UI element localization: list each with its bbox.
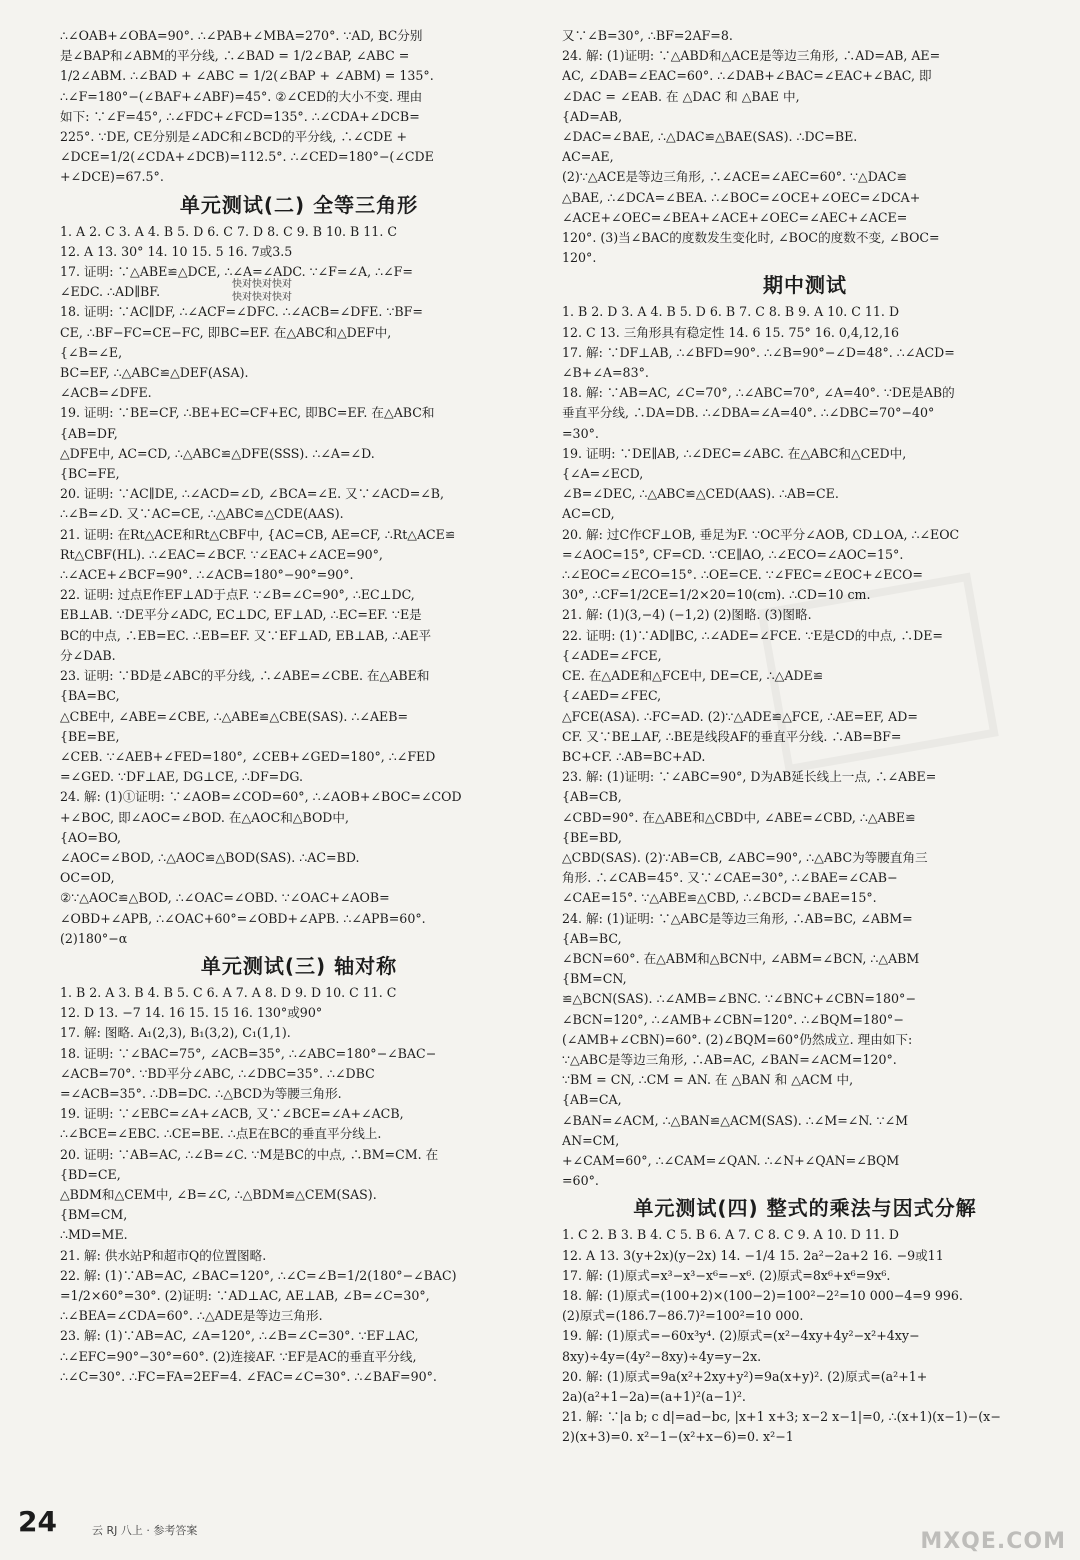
answer-line: 8xy)÷4y=(4y²−8xy)÷4y=y−2x. — [562, 1348, 762, 1364]
answer-line: AC=AE, — [562, 149, 614, 165]
answer-line: ∠ACB=70°. ∵BD平分∠ABC, ∴∠DBC=35°. ∴∠DBC — [60, 1065, 375, 1081]
answer-line: ∠ACB=∠DFE. — [60, 385, 152, 401]
answer-line: 20. 证明: ∵AC∥DE, ∴∠ACD=∠D, ∠BCA=∠E. 又∵∠ACD=∠B, — [60, 486, 445, 502]
answer-line: ∠DAC=∠BAE, ∴△DAC≌△BAE(SAS). ∴DC=BE. — [562, 129, 858, 145]
answer-line: 19. 证明: ∵BE=CF, ∴BE+EC=CF+EC, 即BC=EF. 在△ABC和 — [60, 405, 435, 421]
answer-line: AC=CD, — [562, 506, 615, 522]
answer-line: ∠CEB. ∵∠AEB+∠FED=180°, ∠CEB+∠GED=180°, ∴∠FED — [60, 748, 436, 764]
answer-line: {BE=BD, — [562, 829, 622, 845]
answer-line: CE, ∴BF−FC=CE−FC, 即BC=EF. 在△ABC和△DEF中, — [60, 324, 392, 340]
stamp-line: 快对快对快对 — [232, 292, 292, 303]
answer-line: ∴∠ACE+∠BCF=90°. ∴∠ACB=180°−90°=90°. — [60, 567, 354, 583]
answer-line: ∵△ABC是等边三角形, ∴AB=AC, ∠BAN=∠ACM=120°. — [562, 1051, 897, 1067]
answer-line: {BD=CE, — [60, 1166, 121, 1182]
answer-line: 23. 解: (1)∵AB=AC, ∠A=120°, ∴∠B=∠C=30°. ∵EF⊥AC, — [60, 1328, 419, 1344]
answer-line: =∠ACB=35°. ∴DB=DC. ∴△BCD为等腰三角形. — [60, 1085, 342, 1101]
answer-line: ∠CAE=15°. ∵△ABE≌△CBD, ∴∠BCD=∠BAE=15°. — [562, 890, 877, 906]
answer-line: ∠BCN=60°. 在△ABM和△BCN中, ∠ABM=∠BCN, ∴△ABM — [562, 950, 920, 966]
answer-line: 是∠BAP和∠ABM的平分线, ∴∠BAD = 1/2∠BAP, ∠ABC = — [60, 48, 410, 64]
answer-line: ∵BM = CN, ∴CM = AN. 在 △BAN 和 △ACM 中, — [562, 1072, 854, 1088]
answer-line: ∠ACE+∠OEC=∠BEA+∠ACE+∠OEC=∠AEC+∠ACE= — [562, 209, 908, 225]
answer-line: 18. 解: ∵AB=AC, ∠C=70°, ∴∠ABC=70°, ∠A=40°. ∵DE是AB的 — [562, 385, 955, 401]
answer-line: =∠AOC=15°, CF=CD. ∵CE∥AO, ∴∠ECO=∠AOC=15°. — [562, 546, 904, 562]
answer-line: 12. D 13. −7 14. 16 15. 15 16. 130°或90° — [60, 1005, 323, 1021]
answer-line: 18. 证明: ∵∠BAC=75°, ∠ACB=35°, ∴∠ABC=180°−∠BAC− — [60, 1045, 437, 1061]
left-column — [60, 26, 538, 1387]
answer-line: △CBE中, ∠ABE=∠CBE, ∴△ABE≌△CBE(SAS). ∴∠AEB= — [60, 708, 409, 724]
answer-line: EB⊥AB. ∵DE平分∠ADC, EC⊥DC, EF⊥AD, ∴EC=EF. ∵E是 — [60, 607, 422, 623]
answer-line: ∠BAN=∠ACM, ∴△BAN≌△ACM(SAS). ∴∠M=∠N. ∵∠M — [562, 1112, 909, 1128]
answer-line: ∠DCE=1/2(∠CDA+∠DCB)=112.5°. ∴∠CED=180°−(∠CDE — [60, 149, 434, 165]
answer-line: 18. 证明: ∵AC∥DF, ∴∠ACF=∠DFC. ∴∠ACB=∠DFE. ∵BF= — [60, 304, 423, 320]
answer-line: 17. 解: 图略. A₁(2,3), B₁(3,2), C₁(1,1). — [60, 1025, 291, 1041]
answer-line: △BAE, ∴∠DCA=∠BEA. ∴∠BOC=∠OCE+∠OEC=∠DCA+ — [562, 189, 921, 205]
answer-line: ∴∠OAB+∠OBA=90°. ∴∠PAB+∠MBA=270°. ∵AD, BC分别 — [60, 28, 423, 43]
answer-line: 2a)(a²+1−2a)=(a+1)²(a−1)². — [562, 1389, 746, 1404]
answer-line: △CBD(SAS). (2)∵AB=CB, ∠ABC=90°, ∴△ABC为等腰直角三 — [562, 849, 928, 865]
answer-line: (∠AMB+∠CBN)=60°. (2)∠BQM=60°仍然成立. 理由如下: — [562, 1031, 913, 1047]
answer-line: 24. 解: (1)证明: ∵△ABC是等边三角形, ∴AB=BC, ∠ABM= — [562, 910, 913, 926]
answer-line: 1. A 2. C 3. A 4. B 5. D 6. C 7. D 8. C 9. B 10. B 11. C — [60, 223, 397, 239]
answer-line: CF. 又∵BE⊥AF, ∴BE是线段AF的垂直平分线. ∴AB=BF= — [562, 728, 902, 744]
answer-line: 1. C 2. B 3. B 4. C 5. B 6. A 7. C 8. C 9. A 10. D 11. D — [562, 1227, 899, 1243]
answer-line: 角形. ∴∠CAB=45°. 又∵∠CAE=30°, ∴∠BAE=∠CAB− — [562, 870, 898, 886]
section-title-midterm: 期中测试 — [763, 273, 847, 298]
answer-line: +∠DCE)=67.5°. — [60, 169, 164, 185]
answer-line: 20. 证明: ∵AB=AC, ∴∠B=∠C. ∵M是BC的中点, ∴BM=CM. 在 — [60, 1146, 439, 1162]
answer-line: BC=EF, ∴△ABC≌△DEF(ASA). — [60, 365, 249, 381]
answer-line: 12. C 13. 三角形具有稳定性 14. 6 15. 75° 16. 0,4,12,16 — [562, 324, 899, 340]
answer-line: BC的中点, ∴EB=EC. ∴EB=EF. 又∵EF⊥AD, EB⊥AB, ∴AE平 — [60, 627, 432, 643]
answer-line: 1. B 2. D 3. A 4. B 5. D 6. B 7. C 8. B 9. A 10. C 11. D — [562, 304, 900, 320]
answer-line: ∠EDC. ∴AD∥BF. — [60, 284, 161, 300]
answer-line: ∠AOC=∠BOD, ∴△AOC≌△BOD(SAS). ∴AC=BD. — [60, 849, 360, 865]
answer-line: 21. 证明: 在Rt△ACE和Rt△CBF中, {AC=CB, AE=CF, ∴Rt△ACE≌ — [60, 526, 456, 542]
answer-line: 19. 解: (1)原式=−60x³y⁴. (2)原式=(x²−4xy+4y²−x²+4xy− — [562, 1328, 920, 1344]
answer-line: {AB=BC, — [562, 930, 622, 946]
answer-line: ∴∠C=30°. ∴FC=FA=2EF=4. ∠FAC=∠C=30°. ∴∠BAF=90°. — [60, 1368, 437, 1384]
answer-line: 23. 解: (1)证明: ∵∠ABC=90°, D为AB延长线上一点, ∴∠ABE= — [562, 769, 937, 785]
answer-line: {∠A=∠ECD, — [562, 466, 644, 482]
answer-line: =1/2×60°=30°. (2)证明: ∵AD⊥AC, AE⊥AB, ∠B=∠C=30°, — [60, 1287, 430, 1303]
answer-line: 分∠DAB. — [60, 647, 116, 663]
answer-line: ∠CBD=90°. 在△ABE和△CBD中, ∠ABE=∠CBD, ∴△ABE≌ — [562, 809, 916, 825]
left-block-c — [60, 983, 538, 1387]
answer-line: 30°, ∴CF=1/2CE=1/2×20=10(cm). ∴CD=10 cm. — [562, 587, 871, 603]
section-title-unit-2: 单元测试(二) 全等三角形 — [179, 192, 419, 217]
answer-line: 2)(x+3)=0. x²−1−(x²+x−6)=0. x²−1 — [562, 1429, 794, 1445]
answer-line: 21. 解: 供水站P和超市Q的位置图略. — [60, 1247, 267, 1263]
answer-line: ∴∠BEA=∠CDA=60°. ∴△ADE是等边三角形. — [60, 1308, 323, 1324]
answer-line: {BA=BC, — [60, 688, 120, 704]
answer-line: AN=CM, — [562, 1132, 620, 1148]
answer-line: CE. 在△ADE和△FCE中, DE=CE, ∴△ADE≌ — [562, 668, 824, 684]
answer-line: ∴∠BCE=∠EBC. ∴CE=BE. ∴点E在BC的垂直平分线上. — [60, 1126, 382, 1142]
answer-line: {BM=CM, — [60, 1207, 128, 1223]
answer-line: (2)原式=(186.7−86.7)²=100²=10 000. — [562, 1308, 804, 1324]
answer-line: 21. 解: ∵|a b; c d|=ad−bc, |x+1 x+3; x−2 x−1|=0, ∴(x+1)(x−1)−(x− — [562, 1409, 1001, 1425]
answer-line: ∠B=∠DEC, ∴△ABC≌△CED(AAS). ∴AB=CE. — [562, 486, 839, 502]
left-block-b — [60, 222, 538, 949]
answer-line: 21. 解: (1)(3,−4) (−1,2) (2)图略. (3)图略. — [562, 607, 812, 623]
answer-line: (2)180°−α — [60, 930, 128, 946]
answer-line: 120°. — [562, 250, 597, 266]
answer-line: =∠GED. ∵DF⊥AE, DG⊥CE, ∴DF=DG. — [60, 769, 303, 785]
answer-line: 120°. (3)当∠BAC的度数发生变化时, ∠BOC的度数不变, ∠BOC= — [562, 230, 940, 246]
answer-line: {AB=CB, — [562, 789, 622, 805]
answer-line: BC+CF. ∴AB=BC+AD. — [562, 748, 706, 764]
answer-line: 1/2∠ABM. ∴∠BAD + ∠ABC = 1/2(∠BAP + ∠ABM) = 135°. — [60, 68, 434, 84]
answer-line: OC=OD, — [60, 870, 115, 886]
answer-line: {BC=FE, — [60, 466, 120, 482]
answer-line: (2)∵△ACE是等边三角形, ∴∠ACE=∠AEC=60°. ∵△DAC≌ — [562, 169, 908, 185]
answer-line: 如下: ∵∠F=45°, ∴∠FDC+∠FCD=135°. ∴∠CDA+∠DCB= — [60, 108, 420, 124]
stamp-line: 快对快对快对 — [232, 279, 292, 290]
answer-line: ∠BCN=120°, ∴∠AMB+∠CBN=120°. ∴∠BQM=180°− — [562, 1011, 904, 1027]
right-block-a — [562, 26, 1048, 268]
footer-note: 云 RJ 八上 · 参考答案 — [92, 1524, 198, 1537]
answer-line: +∠BOC, 即∠AOC=∠BOD. 在△AOC和△BOD中, — [60, 809, 350, 825]
answer-line: ∴∠B=∠D. 又∵AC=CE, ∴△ABC≌△CDE(AAS). — [60, 506, 344, 522]
answer-line: {BM=CN, — [562, 971, 627, 987]
answer-line: 22. 证明: (1)∵AD∥BC, ∴∠ADE=∠FCE. ∵E是CD的中点, ∴DE= — [562, 627, 943, 643]
answer-line: 20. 解: 过C作CF⊥OB, 垂足为F. ∵OC平分∠AOB, CD⊥OA, ∴∠EOC — [562, 526, 960, 542]
answer-line: 又∵∠B=30°, ∴BF=2AF=8. — [562, 28, 733, 43]
answer-line: 19. 证明: ∵∠EBC=∠A+∠ACB, 又∵∠BCE=∠A+∠ACB, — [60, 1106, 404, 1122]
answer-line: {AB=DF, — [60, 425, 118, 441]
answer-line: ≌△BCN(SAS). ∴∠AMB=∠BNC. ∵∠BNC+∠CBN=180°− — [562, 991, 916, 1007]
answer-line: 12. A 13. 3(y+2x)(y−2x) 14. −1/4 15. 2a²−2a+2 16. −9或11 — [562, 1247, 944, 1263]
answer-line: ∠DAC = ∠EAB. 在 △DAC 和 △BAE 中, — [562, 88, 800, 104]
answer-line: 1. B 2. A 3. B 4. B 5. C 6. A 7. A 8. D 9. D 10. C 11. C — [60, 984, 397, 1000]
answer-line: Rt△CBF(HL). ∴∠EAC=∠BCF. ∵∠EAC+∠ACE=90°, — [60, 546, 383, 562]
answer-line: 17. 解: ∵DF⊥AB, ∴∠BFD=90°. ∴∠B=90°−∠D=48°. ∴∠ACD= — [562, 344, 955, 360]
answer-line: {BE=BE, — [60, 728, 120, 744]
page-number: 24 — [18, 1505, 57, 1538]
answer-line: {AD=AB, — [562, 108, 623, 124]
answer-line: ∠OBD+∠APB, ∴∠OAC+60°=∠OBD+∠APB. ∴∠APB=60°. — [60, 910, 426, 926]
answer-line: 垂直平分线, ∴DA=DB. ∴∠DBA=∠A=40°. ∴∠DBC=70°−40° — [562, 405, 935, 421]
answer-line: {AB=CA, — [562, 1092, 622, 1108]
stamp-overlay — [232, 278, 292, 304]
answer-line: 17. 证明: ∵△ABE≌△DCE, ∴∠A=∠ADC. ∵∠F=∠A, ∴∠F= — [60, 264, 413, 280]
site-watermark: MXQE.COM — [920, 1529, 1066, 1554]
answer-line: 24. 解: (1)证明: ∵△ABD和△ACE是等边三角形, ∴AD=AB, AE= — [562, 48, 941, 64]
answer-line: △BDM和△CEM中, ∠B=∠C, ∴△BDM≌△CEM(SAS). — [60, 1186, 377, 1202]
left-block-a — [60, 26, 538, 188]
answer-line: 12. A 13. 30° 14. 10 15. 5 16. 7或3.5 — [60, 243, 293, 259]
answer-line: {AO=BO, — [60, 829, 122, 845]
answer-line: 17. 解: (1)原式=x³−x³−x⁶=−x⁶. (2)原式=8x⁶+x⁶=9x⁶. — [562, 1267, 891, 1283]
section-title-unit-4: 单元测试(四) 整式的乘法与因式分解 — [633, 1196, 977, 1221]
answer-line: =60°. — [562, 1173, 599, 1189]
answer-line: △DFE中, AC=CD, ∴△ABC≌△DFE(SSS). ∴∠A=∠D. — [60, 445, 375, 461]
answer-line: 22. 证明: 过点E作EF⊥AD于点F. ∵∠B=∠C=90°, ∴EC⊥DC, — [60, 587, 415, 603]
answer-line: {∠ADE=∠FCE, — [562, 647, 662, 663]
answer-line: ∴MD=ME. — [60, 1227, 128, 1243]
answer-line: ②∵△AOC≌△BOD, ∴∠OAC=∠OBD. ∵∠OAC+∠AOB= — [60, 890, 390, 906]
answer-line: ∴∠EFC=90°−30°=60°. (2)连接AF. ∵EF是AC的垂直平分线, — [60, 1348, 417, 1364]
answer-line: 225°. ∵DE, CE分别是∠ADC和∠BCD的平分线, ∴∠CDE + — [60, 129, 408, 145]
answer-line: AC, ∠DAB=∠EAC=60°. ∴∠DAB+∠BAC=∠EAC+∠BAC, 即 — [562, 68, 932, 84]
answer-line: =30°. — [562, 425, 599, 441]
answer-line: 24. 解: (1)①证明: ∵∠AOB=∠COD=60°, ∴∠AOB+∠BOC=∠COD — [60, 789, 462, 805]
answer-line: ∠B+∠A=83°. — [562, 365, 649, 381]
answer-line: 19. 证明: ∵DE∥AB, ∴∠DEC=∠ABC. 在△ABC和△CED中, — [562, 445, 907, 461]
answer-line: 20. 解: (1)原式=9a(x²+2xy+y²)=9a(x+y)². (2)原式=(a²+1+ — [562, 1368, 928, 1384]
section-title-unit-3: 单元测试(三) 轴对称 — [200, 953, 398, 978]
answer-line: 18. 解: (1)原式=(100+2)×(100−2)=100²−2²=10 000−4=9 996. — [562, 1287, 963, 1303]
answer-line: ∴∠EOC=∠ECO=15°. ∴OE=CE. ∵∠FEC=∠EOC+∠ECO= — [562, 567, 923, 583]
answer-line: 22. 解: (1)∵AB=AC, ∠BAC=120°, ∴∠C=∠B=1/2(180°−∠BAC) — [60, 1267, 457, 1283]
answer-line: {∠B=∠E, — [60, 344, 123, 360]
answer-line: 23. 证明: ∵BD是∠ABC的平分线, ∴∠ABE=∠CBE. 在△ABE和 — [60, 668, 430, 684]
answer-line: {∠AED=∠FEC, — [562, 688, 662, 704]
answer-line: △FCE(ASA). ∴FC=AD. (2)∵△ADE≌△FCE, ∴AE=EF, AD= — [562, 708, 918, 724]
right-block-c — [562, 1225, 1048, 1447]
answer-line: +∠CAM=60°, ∴∠CAM=∠QAN. ∴∠N+∠QAN=∠BQM — [562, 1152, 900, 1168]
answer-line: ∴∠F=180°−(∠BAF+∠ABF)=45°. ②∠CED的大小不变. 理由 — [60, 88, 423, 104]
